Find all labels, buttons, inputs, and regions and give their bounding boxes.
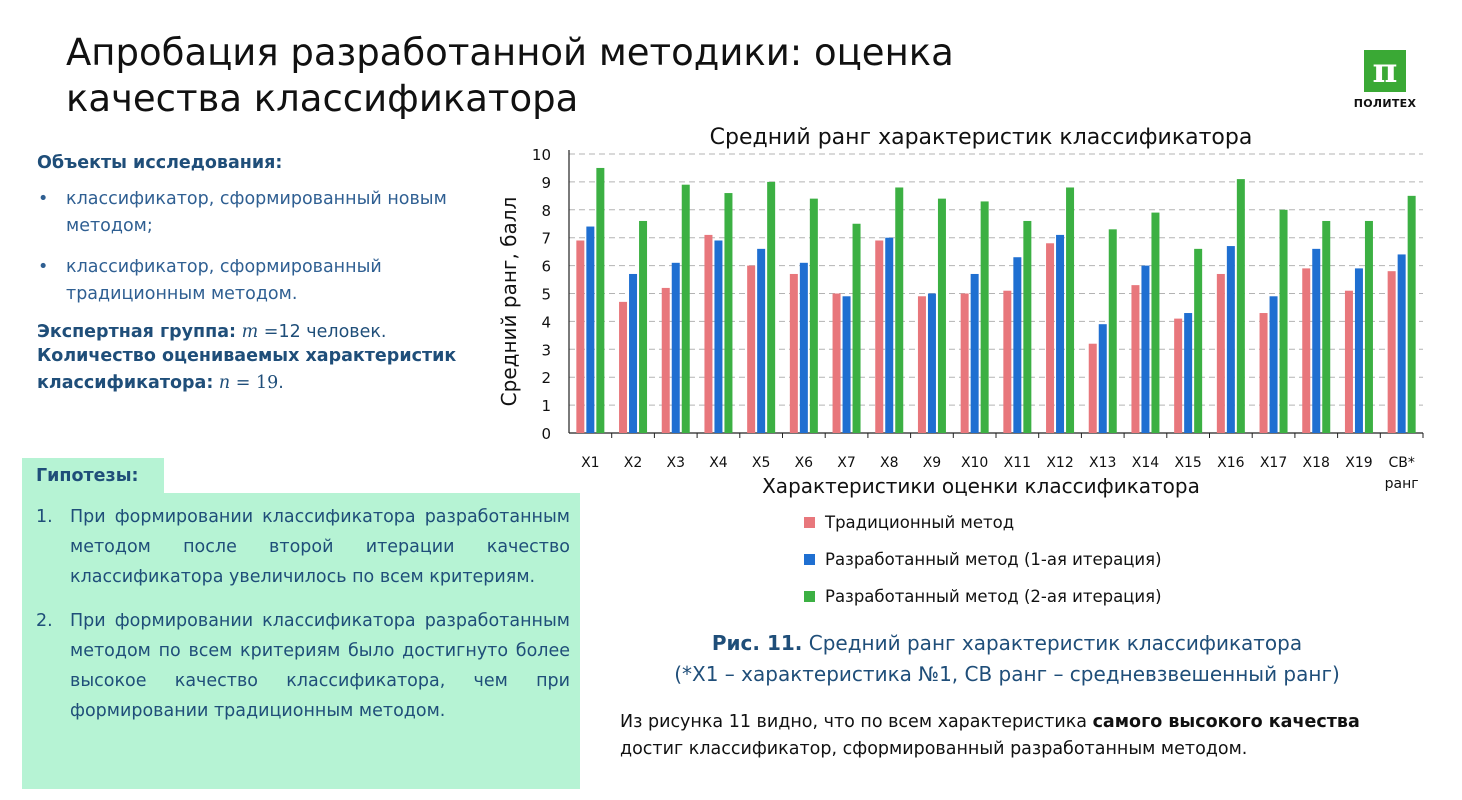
x-tick-label: X11: [1003, 455, 1032, 471]
bar: [714, 240, 722, 433]
bar: [790, 274, 798, 433]
figure-caption-line-2: (*X1 – характеристика №1, СВ ранг – средневзвешенный ранг): [674, 662, 1340, 686]
bar: [1365, 221, 1373, 433]
figure-caption-title: Средний ранг характеристик классификатора: [802, 631, 1303, 655]
legend-swatch: [804, 591, 815, 602]
hypothesis-text: При формировании классификатора разработанным методом после второй итерации качество классификатора увеличилось по всем критериям.: [70, 507, 570, 587]
bar: [1099, 324, 1107, 433]
objects-item: [37, 254, 477, 308]
bar: [1046, 243, 1054, 433]
bar: [639, 221, 647, 433]
y-tick-label: 3: [541, 341, 551, 360]
x-tick-label: X12: [1046, 455, 1074, 471]
bar: [1089, 344, 1097, 433]
bar: [747, 266, 755, 433]
legend-label: Разработанный метод (2-ая итерация): [825, 587, 1162, 606]
bar: [1194, 249, 1202, 433]
x-tick-label: X10: [960, 455, 989, 471]
bar: [767, 182, 775, 433]
page-title: Апробация разработанной методики: оценка качества классификатора: [66, 31, 954, 120]
characteristics-count-label: Количество оцениваемых характеристик классификатора:: [37, 346, 457, 393]
bar: [1184, 313, 1192, 433]
conclusion-text: [620, 709, 1380, 763]
bar: [724, 193, 732, 433]
bar: [971, 274, 979, 433]
objects-item-text: классификатор, сформированный традиционным методом.: [66, 257, 382, 304]
bar: [672, 263, 680, 433]
hypotheses-title: Гипотезы:: [36, 466, 139, 486]
rank-bar-chart: [480, 112, 1440, 617]
bar: [961, 294, 969, 434]
hypothesis-number: 1.: [36, 507, 53, 527]
y-tick-label: 0: [541, 425, 551, 443]
characteristics-count-var: n: [218, 373, 231, 393]
x-tick-label: X6: [794, 455, 814, 471]
figure-caption-number: Рис. 11.: [711, 631, 803, 655]
bar: [938, 199, 946, 433]
bar: [682, 185, 690, 433]
bar: [1302, 268, 1310, 433]
legend-label: Разработанный метод (1-ая итерация): [825, 550, 1162, 569]
bar: [1322, 221, 1330, 433]
bar: [918, 296, 926, 433]
bar: [1270, 296, 1278, 433]
bar: [1056, 235, 1064, 433]
hypothesis-item: [36, 606, 570, 726]
figure-caption-line-1: [612, 628, 1402, 659]
conclusion-part-1: Из рисунка 11 видно, что по всем характеристика: [620, 712, 1093, 732]
expert-group-value: 12 человек.: [278, 322, 387, 342]
conclusion-bold: самого высокого качества: [1092, 712, 1360, 732]
x-tick-label: ранг: [1384, 476, 1419, 492]
figure-caption: [612, 628, 1402, 690]
bar: [1174, 319, 1182, 433]
bar: [1237, 179, 1245, 433]
bar: [800, 263, 808, 433]
bar: [619, 302, 627, 433]
bar: [1217, 274, 1225, 433]
bar: [586, 227, 594, 433]
hypothesis-number: 2.: [36, 611, 53, 631]
bar: [596, 168, 604, 433]
y-tick-label: 6: [541, 257, 551, 276]
bar: [1141, 266, 1149, 433]
expert-group-var: m: [241, 322, 259, 342]
expert-group-line: [37, 319, 477, 346]
bar: [1260, 313, 1268, 433]
y-tick-label: 10: [531, 146, 551, 164]
expert-group-label: Экспертная группа:: [37, 322, 237, 342]
x-tick-label: X13: [1089, 455, 1117, 471]
bar: [1109, 229, 1117, 433]
x-tick-label: X18: [1302, 455, 1330, 471]
expert-group-eq: =: [258, 322, 279, 342]
hypothesis-text: При формировании классификатора разработанным методом по всем критериям было достигнуто более высокое качество классификатора, чем при формировании традиционным методом.: [70, 611, 570, 721]
bar: [843, 296, 851, 433]
bar: [875, 240, 883, 433]
y-tick-label: 4: [541, 313, 551, 332]
x-tick-label: X7: [837, 455, 856, 471]
bar: [662, 288, 670, 433]
x-tick-label: X16: [1217, 455, 1245, 471]
characteristics-count-eq: = 19: [230, 373, 279, 393]
x-tick-label: X4: [709, 455, 728, 471]
objects-item: [37, 186, 477, 240]
objects-list: [37, 186, 477, 308]
bar: [895, 187, 903, 433]
chart-title: Средний ранг характеристик классификатора: [709, 125, 1253, 150]
bar: [576, 240, 584, 433]
bar: [981, 201, 989, 433]
bar: [810, 199, 818, 433]
x-tick-label: X17: [1259, 455, 1288, 471]
bullet-icon: •: [38, 257, 49, 277]
bar: [757, 249, 765, 433]
bar: [1312, 249, 1320, 433]
y-axis-label: Средний ранг, балл: [497, 196, 521, 407]
y-tick-label: 1: [541, 397, 551, 416]
y-tick-label: 5: [541, 285, 551, 304]
conclusion-part-2: достиг классификатор, сформированный разработанным методом.: [620, 739, 1248, 759]
objects-item-text: классификатор, сформированный новым методом;: [66, 189, 447, 236]
bar: [928, 294, 936, 434]
politech-logo: [1346, 50, 1424, 110]
bullet-icon: •: [38, 189, 49, 209]
bar: [885, 238, 893, 433]
x-tick-label: СВ*: [1388, 455, 1415, 471]
bar: [1003, 291, 1011, 433]
bar: [1151, 213, 1159, 433]
bar: [1131, 285, 1139, 433]
characteristics-count-line: [37, 343, 477, 397]
y-tick-label: 9: [541, 173, 551, 192]
bar: [704, 235, 712, 433]
bar: [1398, 254, 1406, 433]
bar: [1345, 291, 1353, 433]
y-tick-label: 8: [541, 201, 551, 220]
x-tick-label: X9: [922, 455, 942, 471]
legend-label: Традиционный метод: [825, 513, 1015, 532]
bar: [1227, 246, 1235, 433]
bar: [833, 294, 841, 434]
legend-swatch: [804, 554, 815, 565]
bar: [1066, 187, 1074, 433]
bar: [1280, 210, 1288, 433]
x-tick-label: X8: [880, 455, 899, 471]
x-tick-label: X14: [1131, 455, 1160, 471]
x-tick-label: X3: [666, 455, 685, 471]
bar: [629, 274, 637, 433]
pi-logo-icon: π: [1364, 50, 1406, 92]
bar: [1408, 196, 1416, 433]
x-tick-label: X5: [751, 455, 771, 471]
x-tick-label: X19: [1345, 455, 1373, 471]
x-tick-label: X2: [623, 455, 643, 471]
y-tick-label: 7: [541, 229, 551, 248]
y-tick-label: 2: [541, 369, 551, 388]
research-objects: [37, 150, 477, 397]
objects-header: Объекты исследования:: [37, 153, 283, 173]
bar: [1355, 268, 1363, 433]
characteristics-count-end: .: [278, 373, 284, 393]
logo-text: ПОЛИТЕХ: [1353, 97, 1417, 110]
bar: [853, 224, 861, 433]
x-tick-label: X15: [1174, 455, 1202, 471]
bar: [1388, 271, 1396, 433]
x-tick-label: X1: [581, 455, 600, 471]
legend-swatch: [804, 517, 815, 528]
x-axis-label: Характеристики оценки классификатора: [762, 474, 1200, 498]
bar: [1023, 221, 1031, 433]
bar: [1013, 257, 1021, 433]
